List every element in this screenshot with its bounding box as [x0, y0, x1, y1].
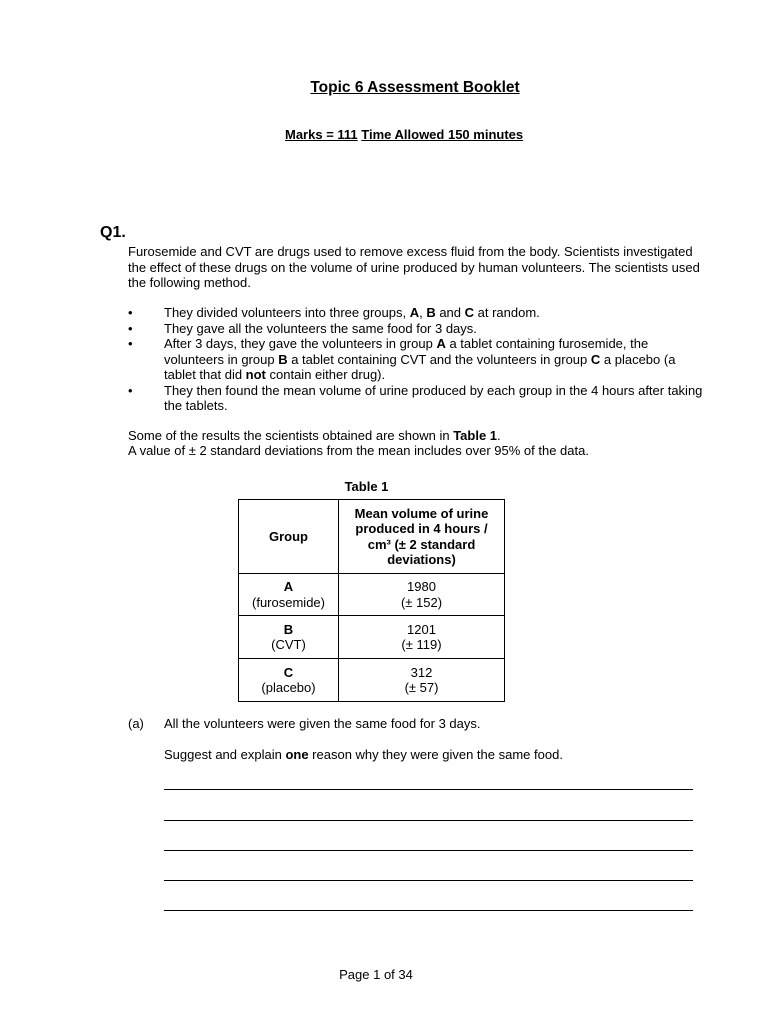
bold-term: A	[436, 336, 446, 351]
marks-time-line	[285, 127, 523, 142]
group-drug: (furosemide)	[252, 594, 325, 610]
bullet-marker: •	[128, 336, 133, 351]
part-a-text: All the volunteers were given the same food for 3 days.	[164, 716, 481, 731]
bold-term: B	[278, 351, 288, 367]
results-pre: Some of the results the scientists obtained are shown in	[128, 428, 454, 443]
results-table	[238, 499, 505, 702]
part-a-label: (a)	[128, 716, 144, 731]
sd-value: (± 57)	[404, 680, 439, 695]
mean-value: 1201	[407, 621, 436, 637]
results-intro	[128, 428, 708, 444]
table-cell-mean	[339, 659, 505, 702]
table-cell-mean	[339, 574, 505, 616]
answer-line[interactable]	[164, 820, 693, 821]
question-intro: Furosemide and CVT are drugs used to remove excess fluid from the body. Scientists investigated the effect of these drugs on the volume of urine produced by human volunteers. The scientists used the following method.	[128, 244, 700, 290]
group-drug: (CVT)	[271, 637, 306, 652]
prompt-post: reason why they were given the same food.	[308, 747, 563, 762]
marks-total: Marks = 111	[285, 127, 358, 142]
part-a-prompt	[164, 747, 563, 762]
question-number: Q1.	[100, 224, 126, 241]
page-title: Topic 6 Assessment Booklet	[310, 79, 520, 96]
answer-line[interactable]	[164, 789, 693, 790]
header-mean-volume: Mean volume of urine produced in 4 hours / cm³ (± 2 standard deviations)	[339, 500, 505, 574]
mean-value: 1980	[407, 579, 436, 594]
prompt-pre: Suggest and explain	[164, 747, 286, 762]
header-group: Group	[239, 500, 339, 574]
group-letter: B	[283, 621, 294, 637]
table-cell-group	[239, 659, 339, 702]
table-cell-group	[239, 574, 339, 616]
time-allowed: Time Allowed 150 minutes	[361, 127, 524, 142]
bold-term: C	[464, 305, 475, 320]
method-bullet-list	[128, 305, 708, 414]
table-caption: Table 1	[344, 479, 389, 494]
bold-term: B	[426, 305, 436, 320]
results-post: .	[497, 428, 501, 443]
results-table-ref: Table 1	[453, 428, 498, 443]
mean-value: 312	[410, 664, 433, 680]
table-cell-mean	[339, 616, 505, 659]
group-letter: C	[283, 664, 294, 680]
method-bullet-item: • After 3 days, they gave the volunteers in group A a tablet containing furosemide, the volunteers in group B a tablet containing CVT and the volunteers in group C a placebo (a tablet that did not contain either drug).	[128, 336, 676, 382]
bold-term: C	[590, 351, 601, 367]
prompt-bold: one	[285, 747, 309, 762]
answer-line[interactable]	[164, 880, 693, 881]
answer-line[interactable]	[164, 910, 693, 911]
sd-note: A value of ± 2 standard deviations from the mean includes over 95% of the data.	[128, 443, 589, 458]
method-bullet-item: • They gave all the volunteers the same food for 3 days.	[128, 320, 477, 336]
method-bullet-item: • They then found the mean volume of urine produced by each group in the 4 hours after taking the tablets.	[128, 382, 703, 413]
group-drug: (placebo)	[261, 680, 316, 695]
page-number: Page 1 of 34	[339, 967, 413, 982]
group-letter: A	[283, 579, 294, 594]
bold-term: not	[245, 367, 266, 382]
bullet-marker: •	[128, 305, 133, 320]
table-cell-group	[239, 616, 339, 659]
method-bullet-item: • They divided volunteers into three groups, A, B and C at random.	[128, 305, 540, 320]
answer-line[interactable]	[164, 850, 693, 851]
bullet-marker: •	[128, 320, 133, 336]
sd-value: (± 152)	[400, 594, 443, 610]
bullet-marker: •	[128, 382, 133, 398]
bold-term: A	[409, 305, 420, 320]
sd-value: (± 119)	[401, 637, 442, 652]
